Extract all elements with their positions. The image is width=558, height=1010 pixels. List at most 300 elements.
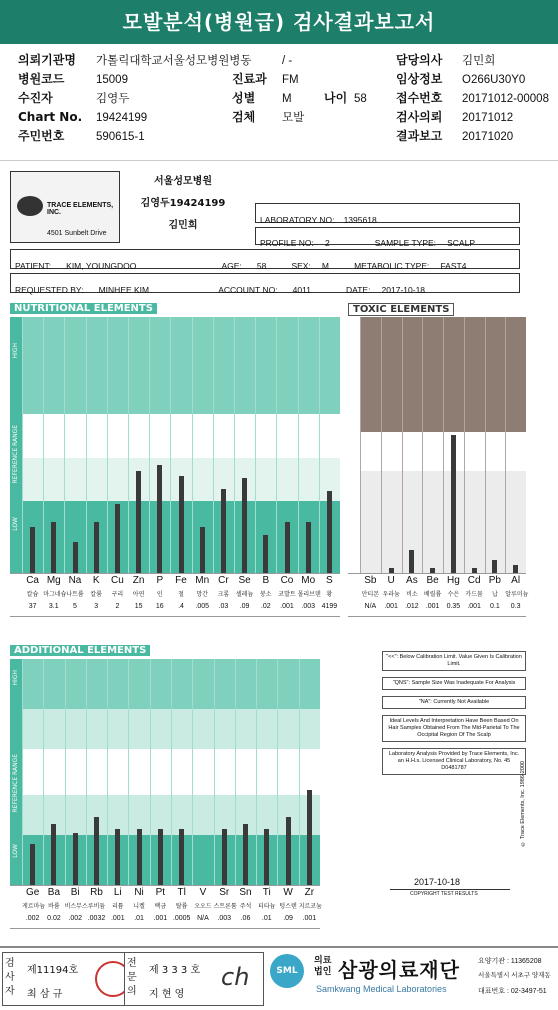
additional-symbol: Sn [239, 887, 252, 898]
nutritional-symbol: Se [238, 575, 251, 586]
nutritional-symbol: Cr [218, 575, 229, 586]
additional-korean-name: 스트론튬 [213, 903, 237, 910]
nutritional-korean-name: 크롬 [217, 591, 230, 598]
additional-symbol: Ti [262, 887, 271, 898]
header-key: 담당의사 [396, 53, 443, 67]
sample-type-label: SAMPLE TYPE: [374, 238, 437, 248]
header-key: 병원코드 [18, 72, 65, 86]
lab-address: 4501 Sunbelt Drive [47, 230, 107, 237]
legend [382, 651, 526, 781]
nutritional-side-label: REFERENCE RANGE [12, 424, 19, 484]
nutritional-korean-name: 붕소 [259, 591, 272, 598]
additional-korean-name: 게르마늄 [22, 903, 46, 910]
additional-side-strip [10, 659, 22, 885]
specialist-signature: ch [221, 963, 250, 991]
nutritional-bar-b [263, 535, 268, 573]
additional-side-label: REFERENCE RANGE [12, 753, 19, 813]
header-value: 가톨릭대학교서울성모병원병동 [96, 55, 252, 67]
org-code: 요양기관 : 11365208 [478, 958, 542, 965]
sex-label: SEX: [291, 261, 311, 271]
date-label: DATE: [346, 285, 371, 295]
header-field [18, 52, 252, 69]
org-name: 삼광의료재단 [338, 958, 460, 982]
sample-type: SCALP [447, 238, 475, 248]
nutritional-bar-cu [115, 504, 120, 573]
stamp-hospital: 서울성모병원 [154, 176, 212, 187]
additional-column [235, 659, 236, 885]
nutritional-symbol: Mo [301, 575, 316, 586]
report-header [18, 52, 558, 148]
toxic-korean-name: 납 [491, 591, 498, 598]
toxic-korean-name: 우라늄 [382, 591, 400, 598]
nutritional-symbol: Mn [195, 575, 210, 586]
header-key: 성별 [232, 91, 256, 105]
additional-value: .09 [283, 915, 293, 922]
toxic-value: .001 [425, 603, 440, 610]
additional-bar-ni [137, 829, 142, 886]
additional-symbol: Rb [90, 887, 103, 898]
additional-symbol: W [283, 887, 293, 898]
additional-column [128, 659, 129, 885]
toxic-korean-name: 수은 [447, 591, 460, 598]
additional-column [192, 659, 193, 885]
toxic-symbol: Cd [467, 575, 481, 586]
header-field [232, 109, 304, 126]
additional-symbol: Ge [25, 887, 40, 898]
header-value: 김민희 [462, 55, 496, 67]
additional-side-label: LOW [12, 844, 19, 859]
metabolic-label: METABOLIC TYPE: [354, 261, 430, 271]
nutritional-symbol: P [156, 575, 164, 586]
nutritional-value: .005 [195, 603, 209, 610]
additional-column [107, 659, 108, 885]
lab-sheet [0, 160, 558, 940]
lab-logo-box [10, 171, 120, 243]
toxic-bar-hg [451, 435, 456, 573]
nutritional-korean-name: 황 [326, 591, 333, 598]
additional-title: ADDITIONAL ELEMENTS [10, 645, 150, 656]
header-value: 19424199 [96, 112, 148, 124]
signature-area [380, 851, 530, 911]
additional-bar-sn [243, 824, 248, 885]
header-key: 결과보고 [396, 129, 443, 143]
toxic-value: 0.3 [510, 603, 521, 610]
nutritional-column [255, 317, 256, 573]
header-value: 김영두 [96, 93, 130, 105]
toxic-symbol: As [406, 575, 418, 586]
lab-logo-text: TRACE ELEMENTS, INC. [47, 202, 114, 216]
nutritional-bar-cr [221, 489, 226, 573]
additional-bar-bi [73, 833, 78, 885]
additional-korean-name: 텅스텐 [279, 903, 297, 910]
nutritional-range-band [22, 414, 340, 458]
lab-no-box [255, 203, 520, 223]
header-value: O266U30Y0 [462, 74, 526, 86]
toxic-column [360, 317, 361, 573]
specialist-label: 전문의 [127, 958, 137, 997]
header-key: 주민번호 [18, 129, 65, 143]
nutritional-column [276, 317, 277, 573]
nutritional-column [86, 317, 87, 573]
additional-korean-name: 비스무스 [64, 903, 88, 910]
nutritional-column [234, 317, 235, 573]
additional-value: .06 [240, 915, 251, 922]
org-tel: 대표번호 : 02-3497-51 [478, 988, 547, 995]
additional-bar-rb [94, 817, 99, 885]
toxic-column [402, 317, 403, 573]
toxic-column [485, 317, 486, 573]
nutritional-bar-co [285, 522, 290, 573]
header-field [232, 128, 282, 145]
additional-symbol: Bi [70, 887, 80, 898]
additional-bar-ti [264, 829, 269, 886]
specialist-box [124, 952, 264, 1006]
nutritional-value: .4 [178, 603, 184, 610]
toxic-korean-name: 베릴륨 [423, 591, 442, 598]
nutritional-value: 3.1 [48, 603, 59, 610]
legend-note [382, 715, 526, 742]
toxic-column [422, 317, 423, 573]
toxic-korean-name: 안티몬 [361, 591, 380, 598]
sex-value: M [321, 261, 329, 271]
additional-bar-zr [307, 790, 312, 885]
nutritional-column [170, 317, 171, 573]
legend-text: "NA": Currently Not Available [418, 699, 490, 705]
additional-symbol: Li [113, 887, 122, 898]
additional-symbol: V [199, 887, 207, 898]
toxic-symbol: Pb [488, 575, 501, 586]
sign-label: COPYRIGHT TEST RESULTS [410, 891, 478, 897]
nutritional-korean-name: 몰리브덴 [297, 591, 321, 598]
toxic-value: .001 [467, 603, 481, 610]
additional-symbol: Zr [304, 887, 315, 898]
toxic-side-label: HIGH [350, 342, 357, 359]
nutritional-side-strip [10, 317, 22, 573]
header-key: 접수번호 [396, 91, 443, 105]
specialist-no: 제 3 3 3 호 [149, 965, 201, 976]
additional-korean-name: 리튬 [111, 903, 124, 910]
nutritional-symbol: Fe [175, 575, 187, 586]
header-field [396, 71, 525, 88]
nutritional-korean-name: 철 [178, 591, 184, 598]
additional-chart-bg [22, 659, 320, 885]
additional-korean-name: 탈륨 [175, 903, 188, 910]
legend-note [382, 651, 526, 671]
toxic-column [381, 317, 382, 573]
nutritional-column [192, 317, 193, 573]
additional-column [86, 659, 87, 885]
legend-text: Laboratory Analysis Provided by Trace Elements, Inc. an H.H.s. Licensed Clinical Laboratory, No. 45 D0481787 [388, 751, 520, 771]
nutritional-value: .02 [260, 603, 271, 610]
additional-column [299, 659, 300, 885]
toxic-korean-name: 비소 [406, 591, 418, 598]
header-field [396, 109, 513, 126]
additional-value: .001 [110, 915, 125, 922]
org-address: 서울특별시 서초구 양재동 [478, 972, 551, 979]
nutritional-symbol: Ca [26, 575, 39, 586]
header-value: 20171012 [462, 112, 514, 124]
profile-no: 2 [324, 238, 330, 248]
toxic-chart-bg [360, 317, 526, 573]
additional-column [256, 659, 257, 885]
org-en: Samkwang Medical Laboratories [316, 984, 447, 994]
nutritional-korean-name: 인 [156, 591, 163, 598]
toxic-symbol: Hg [446, 575, 460, 586]
additional-bar-w [286, 817, 291, 885]
patient-name: KIM, YOUNGDOO [66, 261, 137, 271]
toxic-bar-pb [492, 560, 497, 573]
header-value: FM [282, 74, 299, 86]
header-field [396, 90, 549, 107]
additional-korean-name: 니켈 [133, 903, 145, 910]
toxic-column [464, 317, 465, 573]
org-kind: 의료법인 [314, 956, 332, 977]
footer [0, 946, 558, 1010]
header-field [396, 52, 495, 69]
lab-no-label: LABORATORY NO: [260, 215, 335, 225]
sign-line [390, 889, 510, 890]
nutritional-column [64, 317, 65, 573]
toxic-column [505, 317, 506, 573]
nutritional-symbol: Co [280, 575, 294, 586]
nutritional-symbol: S [326, 575, 333, 586]
additional-symbol: Sr [219, 887, 230, 898]
nutritional-column [319, 317, 320, 573]
header-field [232, 71, 299, 88]
additional-symbol: Ba [47, 887, 61, 898]
legend-text: "<<": Below Calibration Limit. Value Given Is Calibration Limit. [386, 654, 522, 667]
header-value: 모발 [282, 112, 305, 124]
nutritional-range-band [22, 317, 340, 414]
additional-value: .001 [153, 915, 168, 922]
nutritional-side-label: HIGH [12, 342, 19, 359]
legend-text: "QNS": Sample Size Was Inadequate For Analysis [392, 680, 516, 686]
additional-value: .002 [25, 915, 40, 922]
nutritional-bar-mn [200, 527, 205, 573]
additional-value: .001 [302, 915, 317, 922]
toxic-korean-name: 알루미늄 [505, 591, 529, 598]
nutritional-column [22, 317, 23, 573]
header-field [232, 90, 292, 107]
additional-column [150, 659, 151, 885]
age-key: 나이 [324, 91, 348, 105]
additional-column [214, 659, 215, 885]
additional-value: .002 [68, 915, 83, 922]
stamp-patient: 김영두19424199 [140, 198, 226, 209]
header-field [18, 128, 145, 145]
nutritional-value: 16 [155, 603, 164, 610]
age-value: 58 [256, 261, 267, 271]
header-value: 15009 [96, 74, 128, 86]
nutritional-bar-mg [51, 522, 56, 573]
nutritional-column [43, 317, 44, 573]
header-value: 20171020 [462, 131, 514, 143]
report-title: 모발분석(병원급) 검사결과보고서 [0, 0, 558, 44]
nutritional-side-label: LOW [12, 516, 19, 531]
toxic-side-label: REFERENCE RANGE [350, 457, 357, 517]
additional-korean-name: 백금 [154, 903, 167, 910]
header-field [396, 128, 513, 145]
additional-bar-tl [179, 829, 184, 886]
header-key: 검체 [232, 110, 256, 124]
additional-column [277, 659, 278, 885]
nutritional-value: 15 [134, 603, 143, 610]
header-field [18, 90, 129, 107]
header-value: 590615-1 [96, 131, 145, 143]
nutritional-value: .001 [280, 603, 294, 610]
nutritional-column [298, 317, 299, 573]
header-key: Chart No. [18, 110, 83, 124]
nutritional-korean-name: 아연 [132, 591, 145, 598]
nutritional-bar-p [157, 465, 162, 573]
nutritional-title: NUTRITIONAL ELEMENTS [10, 303, 157, 314]
legend-note [382, 748, 526, 775]
additional-value: .01 [134, 915, 144, 922]
lab-no: 1395618 [343, 215, 377, 225]
report-date: 2017-10-18 [381, 285, 426, 295]
account-no: 4011 [292, 285, 311, 295]
header-value: 20171012-00008 [462, 93, 549, 105]
nutritional-value: .09 [239, 603, 250, 610]
metabolic-type: FAST4 [440, 261, 467, 271]
additional-value: 0.02 [47, 915, 61, 922]
additional-korean-name: 티타늄 [258, 903, 276, 910]
patient-label: PATIENT: [15, 261, 52, 271]
nutritional-value: 37 [28, 603, 37, 610]
profile-label: PROFILE NO: [260, 238, 314, 248]
toxic-bar-as [409, 550, 414, 573]
nutritional-value: 3 [94, 603, 99, 610]
additional-bar-ge [30, 844, 35, 885]
additional-symbol: Tl [177, 887, 186, 898]
nutritional-bar-k [94, 522, 99, 573]
additional-bar-li [115, 829, 120, 886]
header-key: 의뢰기관명 [18, 53, 76, 67]
age-field [324, 90, 367, 107]
additional-column [171, 659, 172, 885]
nutritional-symbol: Cu [110, 575, 124, 586]
nutritional-bar-na [73, 542, 78, 573]
nutritional-chart [10, 317, 340, 617]
nutritional-korean-name: 나트륨 [66, 591, 84, 598]
profile-box [255, 227, 520, 248]
requested-label: REQUESTED BY: [15, 285, 84, 295]
additional-chart [10, 659, 320, 929]
additional-column [43, 659, 44, 885]
additional-column [22, 659, 23, 885]
nutritional-column [213, 317, 214, 573]
toxic-column [443, 317, 444, 573]
toxic-symbol: Be [426, 575, 439, 586]
additional-korean-name: 오오드 [194, 903, 212, 910]
header-key: 수진자 [18, 91, 53, 105]
additional-korean-name: 바륨 [48, 903, 60, 910]
additional-label-area [10, 885, 320, 929]
nutritional-symbol: Mg [46, 575, 61, 586]
header-key: 검사의뢰 [396, 110, 443, 124]
nutritional-bar-mo [306, 522, 311, 573]
additional-korean-name: 루비듐 [87, 903, 106, 910]
toxic-label-area [348, 573, 529, 617]
nutritional-column [107, 317, 108, 573]
toxic-chart [348, 317, 529, 617]
header-field [18, 109, 147, 126]
toxic-value: 0.1 [490, 603, 500, 610]
additional-korean-name: 지르코늄 [298, 903, 322, 910]
requested-by: MINHEE KIM [98, 285, 150, 295]
nutritional-korean-name: 구리 [111, 591, 124, 598]
nutritional-column [128, 317, 129, 573]
nutritional-korean-name: 칼륨 [90, 591, 102, 598]
sign-date: 2017-10-18 [414, 877, 461, 887]
nutritional-korean-name: 코발트 [278, 591, 296, 598]
toxic-symbol: U [387, 575, 395, 586]
additional-bar-ba [51, 824, 56, 885]
toxic-title: TOXIC ELEMENTS [348, 303, 454, 316]
header-value: / - [282, 55, 293, 67]
nutritional-value: 5 [73, 603, 77, 610]
additional-value: .01 [261, 915, 272, 922]
nutritional-value: 2 [115, 603, 120, 610]
nutritional-bar-zn [136, 471, 141, 573]
specialist-name: 지 현 영 [149, 989, 185, 1000]
nutritional-symbol: K [92, 575, 100, 586]
lab-logo-icon [17, 196, 43, 216]
nutritional-bar-ca [30, 527, 35, 573]
toxic-value: .001 [384, 603, 398, 610]
header-key: 임상정보 [396, 72, 443, 86]
toxic-value: .012 [405, 603, 419, 610]
account-label: ACCOUNT NO: [218, 285, 278, 295]
sml-badge: SML [270, 954, 304, 988]
hospital-stamp [124, 171, 242, 243]
nutritional-label-area [10, 573, 340, 617]
additional-column [65, 659, 66, 885]
nutritional-symbol: Zn [132, 575, 145, 586]
inspector-box [2, 952, 142, 1006]
header-field [18, 71, 128, 88]
additional-value: N/A [197, 915, 209, 922]
additional-bar-sr [222, 829, 227, 886]
nutritional-korean-name: 망간 [196, 591, 208, 598]
header-field [232, 52, 292, 69]
nutritional-bar-s [327, 491, 332, 573]
nutritional-bar-se [242, 478, 247, 573]
age-val: 58 [354, 93, 367, 105]
toxic-value: 0.35 [446, 603, 461, 610]
nutritional-bar-fe [179, 476, 184, 573]
additional-symbol: Pt [155, 887, 166, 898]
legend-note [382, 677, 526, 690]
additional-korean-name: 주석 [239, 903, 252, 910]
toxic-symbol: Sb [364, 575, 377, 586]
nutritional-value: 4199 [321, 603, 338, 610]
inspector-label: 검사자 [5, 958, 15, 997]
toxic-korean-name: 카드뮴 [465, 591, 483, 598]
additional-value: .003 [217, 915, 232, 922]
legend-note [382, 696, 526, 709]
nutritional-korean-name: 칼슘 [26, 591, 39, 598]
nutritional-korean-name: 셀레늄 [235, 591, 254, 598]
nutritional-value: .03 [218, 603, 229, 610]
inspector-name: 최 삼 규 [27, 989, 63, 1000]
copyright-text: © Trace Elements, Inc. 1986-2000 [520, 761, 526, 847]
request-row [10, 273, 520, 293]
nutritional-column [149, 317, 150, 573]
toxic-side-strip [348, 317, 360, 573]
age-label: AGE: [221, 261, 242, 271]
nutritional-korean-name: 마그네슘 [43, 591, 67, 598]
